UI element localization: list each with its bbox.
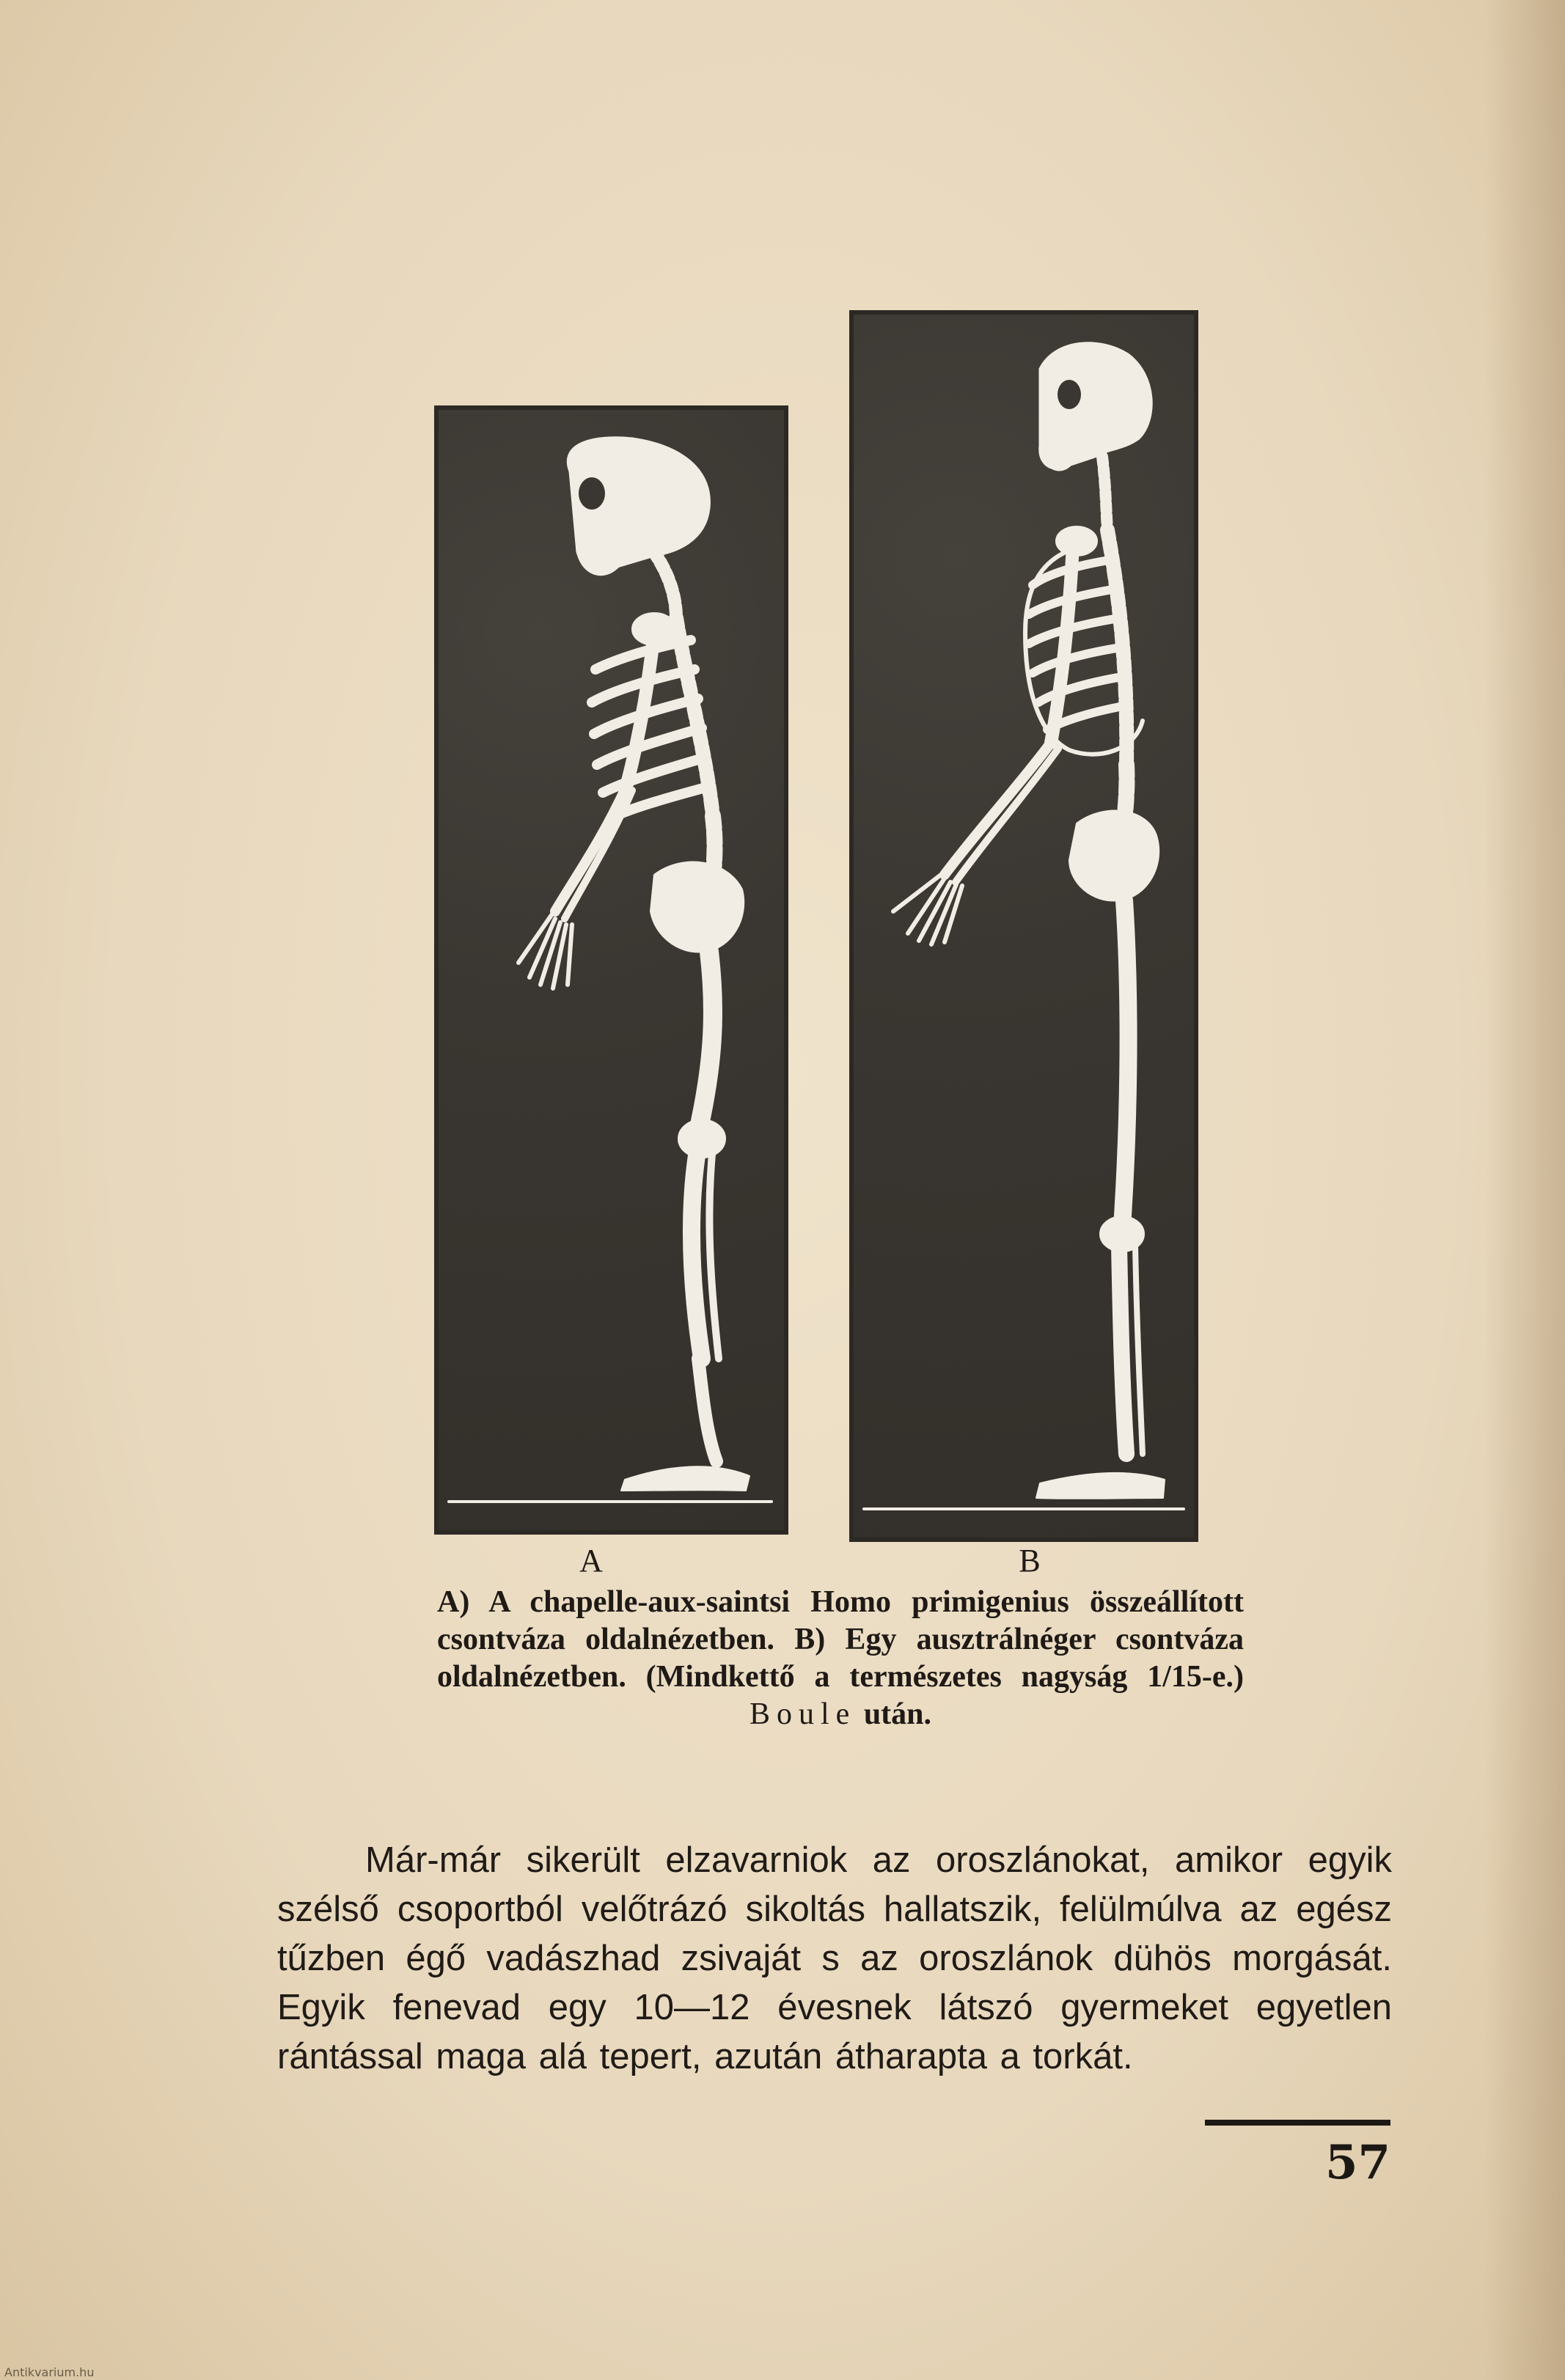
figure-caption <box>437 1584 1244 1733</box>
body-paragraph: Már-már sikerült elzavarniok az oroszlánokat, amikor egyik szélső csoportból velőtrázó sikoltás hallatszik, felülmúlva az egész tűzben égő vadászhad zsivaját s az oroszlánok dühös morgását. Egyik fenevad egy 10—12 évesnek látszó gyermeket egyetlen rántással maga alá tepert, azután átharapta a torkát. <box>277 1840 1392 2076</box>
figure-label-b: B <box>1019 1543 1041 1579</box>
figure-label-a: A <box>579 1543 603 1579</box>
page-number-rule <box>1205 2120 1390 2126</box>
figure-plate-a <box>434 405 788 1535</box>
caption-author: Boule <box>749 1697 857 1731</box>
page-number: 57 <box>1324 2135 1390 2190</box>
page-edge-shadow <box>1484 0 1565 2380</box>
australian-skeleton-illustration <box>849 310 1198 1542</box>
caption-text: A) A chapelle-aux-saintsi Homo primigenius összeállított csontváza oldalnézetben. B) Egy ausztrálnéger csontváza oldalnézetben. (Mindkettő a természetes nagyság 1/15-e.) <box>437 1585 1244 1694</box>
caption-tail: után. <box>863 1697 932 1731</box>
figure-plate-b <box>849 310 1198 1542</box>
neanderthal-skeleton-illustration <box>434 405 788 1535</box>
watermark: Antikvarium.hu <box>4 2365 95 2379</box>
